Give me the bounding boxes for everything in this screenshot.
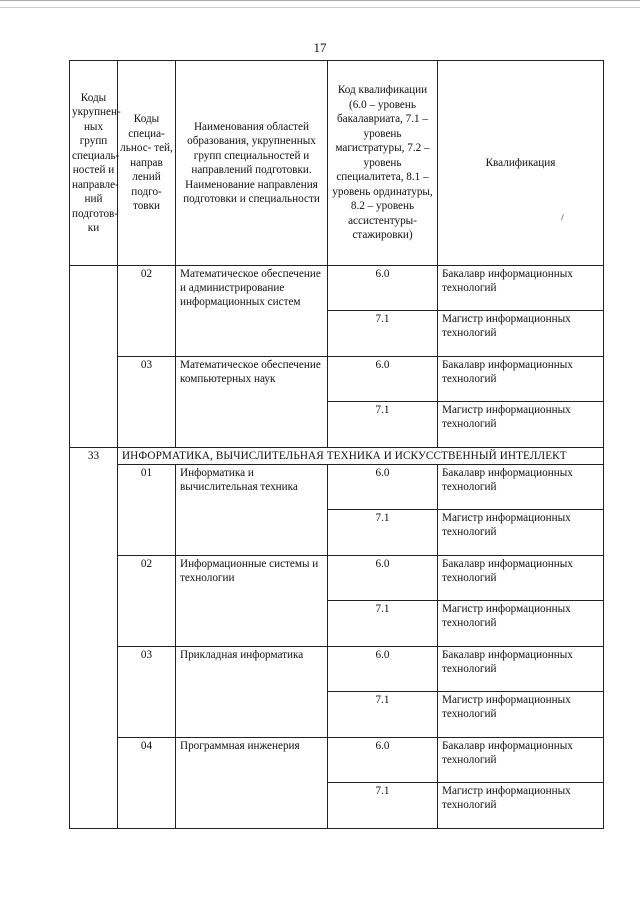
qualification-level: 7.1 bbox=[328, 311, 438, 357]
qualification-title: Магистр информационных технологий bbox=[438, 783, 604, 829]
qualification-title: Магистр информационных технологий bbox=[438, 692, 604, 738]
qualification-level: 6.0 bbox=[328, 738, 438, 783]
group-code-empty bbox=[70, 266, 118, 448]
header-specialty-codes: Коды специа- льнос- тей, направ лений подго- товки bbox=[118, 61, 176, 266]
program-name: Информатика и вычислительная техника bbox=[176, 465, 328, 556]
qualification-level: 6.0 bbox=[328, 465, 438, 510]
program-name: Информационные системы и технологии bbox=[176, 556, 328, 647]
header-qualification: Квалификация bbox=[438, 61, 604, 266]
table-row bbox=[70, 556, 604, 601]
qualification-level: 7.1 bbox=[328, 601, 438, 647]
qualification-title: Бакалавр информационных технологий bbox=[438, 357, 604, 402]
specialty-code: 02 bbox=[118, 266, 176, 357]
qualification-level: 7.1 bbox=[328, 510, 438, 556]
qualification-title: Магистр информационных технологий bbox=[438, 402, 604, 448]
qualifications-table bbox=[69, 60, 604, 829]
qualification-level: 6.0 bbox=[328, 357, 438, 402]
header-qualification-code: Код квалификации (6.0 – уровень бакалавриата, 7.1 – уровень магистратуры, 7.2 – уровень специалитета, 8.1 – уровень ординатуры, 8.2 – уровень ассистентуры-стажировки) bbox=[328, 61, 438, 266]
header-row bbox=[70, 61, 604, 266]
program-name: Прикладная информатика bbox=[176, 647, 328, 738]
scan-edge-line bbox=[0, 0, 640, 1]
qualification-level: 6.0 bbox=[328, 647, 438, 692]
qualification-level: 6.0 bbox=[328, 266, 438, 311]
qualification-title: Бакалавр информационных технологий bbox=[438, 465, 604, 510]
specialty-code: 01 bbox=[118, 465, 176, 556]
table-body bbox=[70, 61, 604, 829]
qualification-title: Магистр информационных технологий bbox=[438, 601, 604, 647]
specialty-code: 03 bbox=[118, 647, 176, 738]
qualification-level: 7.1 bbox=[328, 692, 438, 738]
table-row bbox=[70, 357, 604, 402]
specialty-code: 02 bbox=[118, 556, 176, 647]
specialty-code: 03 bbox=[118, 357, 176, 448]
header-names: Наименования областей образования, укрупненных групп специальностей и направлений подготовки. Наименование направления подготовки и специальности bbox=[176, 61, 328, 266]
table-row bbox=[70, 738, 604, 783]
table-row bbox=[70, 647, 604, 692]
page-number: 17 bbox=[313, 40, 327, 55]
scan-edge-line bbox=[0, 7, 640, 8]
qualification-title: Бакалавр информационных технологий bbox=[438, 738, 604, 783]
group-title: ИНФОРМАТИКА, ВЫЧИСЛИТЕЛЬНАЯ ТЕХНИКА И ИСКУССТВЕННЫЙ ИНТЕЛЛЕКТ bbox=[118, 448, 604, 465]
specialty-code: 04 bbox=[118, 738, 176, 829]
qualification-title: Бакалавр информационных технологий bbox=[438, 266, 604, 311]
qualification-title: Магистр информационных технологий bbox=[438, 510, 604, 556]
program-name: Программная инженерия bbox=[176, 738, 328, 829]
table-row bbox=[70, 266, 604, 311]
qualification-level: 6.0 bbox=[328, 556, 438, 601]
group-row bbox=[70, 448, 604, 465]
qualification-title: Магистр информационных технологий bbox=[438, 311, 604, 357]
program-name: Математическое обеспечение компьютерных наук bbox=[176, 357, 328, 448]
qualification-level: 7.1 bbox=[328, 402, 438, 448]
qualification-level: 7.1 bbox=[328, 783, 438, 829]
table-row bbox=[70, 465, 604, 510]
header-group-codes: Коды укрупнен- ных групп специаль- ностей и направле- ний подготов- ки bbox=[70, 61, 118, 266]
qualification-title: Бакалавр информационных технологий bbox=[438, 647, 604, 692]
qualification-title: Бакалавр информационных технологий bbox=[438, 556, 604, 601]
group-code: 33 bbox=[70, 448, 118, 829]
program-name: Математическое обеспечение и администрирование информационных систем bbox=[176, 266, 328, 357]
